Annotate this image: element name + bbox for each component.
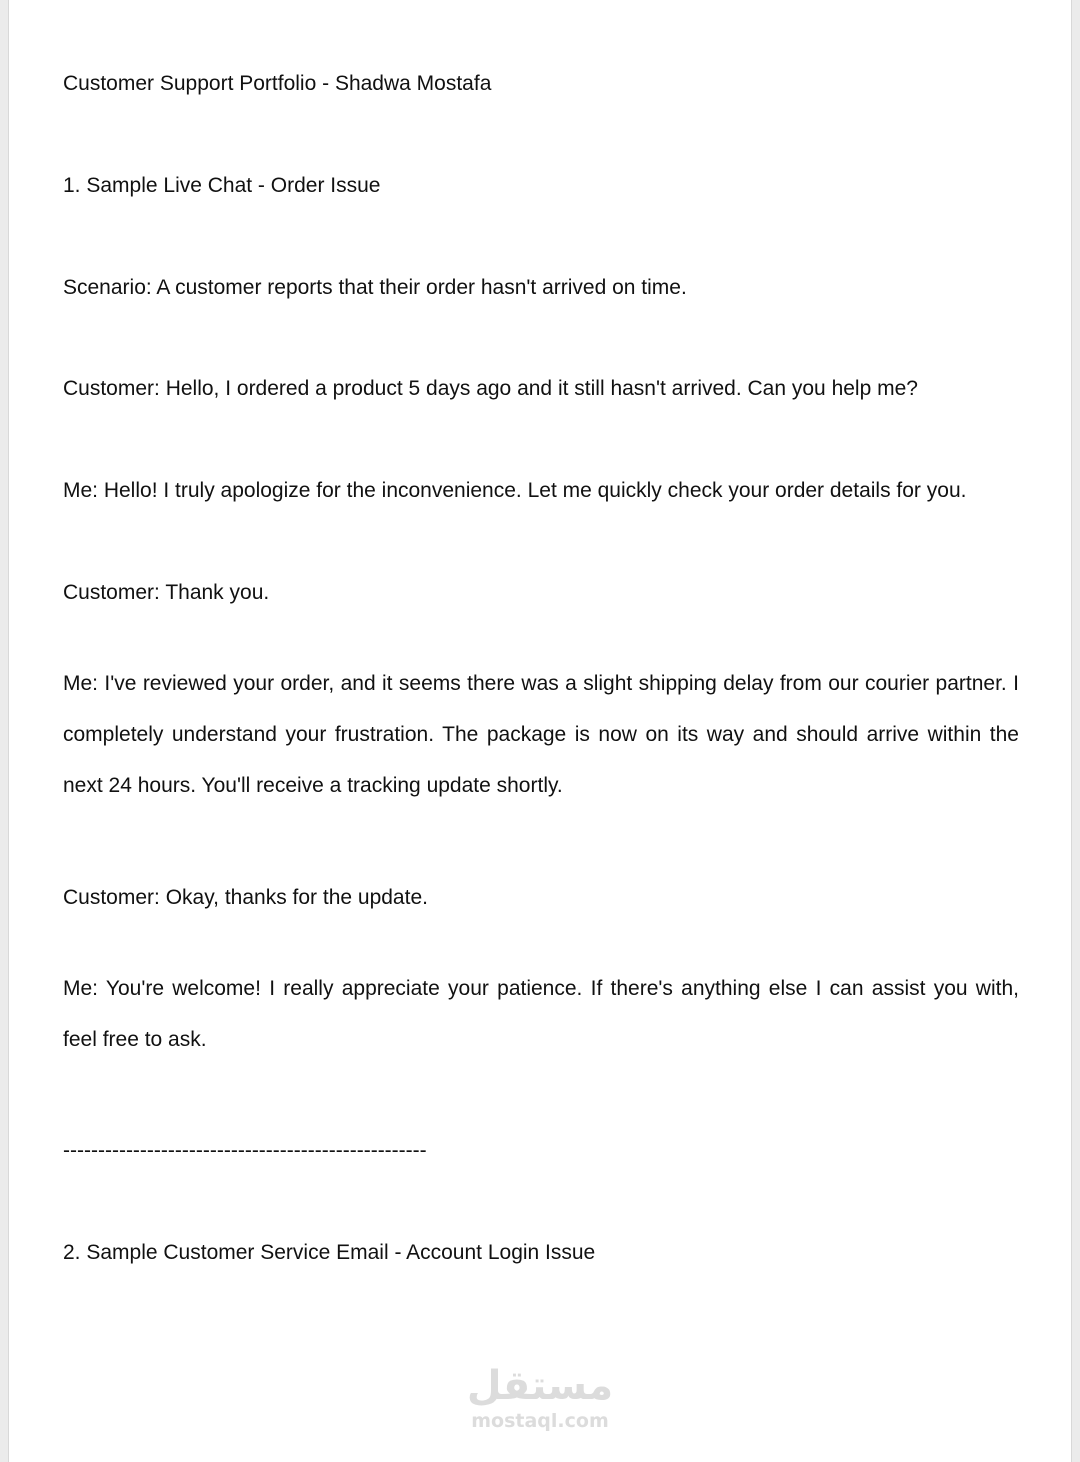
chat-message-customer: Customer: Thank you. xyxy=(63,581,270,604)
scenario-text: Scenario: A customer reports that their order hasn't arrived on time. xyxy=(63,276,687,299)
mostaql-watermark xyxy=(440,1363,640,1432)
document-title: Customer Support Portfolio - Shadwa Mostafa xyxy=(63,72,492,95)
section-divider: ---------------------------------------------------- xyxy=(63,1139,427,1162)
section-heading-live-chat: 1. Sample Live Chat - Order Issue xyxy=(63,174,381,197)
section-heading-email: 2. Sample Customer Service Email - Account Login Issue xyxy=(63,1241,596,1264)
chat-message-agent: Me: You're welcome! I really appreciate your patience. If there's anything else I can assist you with, feel free to ask. xyxy=(63,977,1019,1051)
watermark-site: mostaql.com xyxy=(471,1410,609,1432)
document-page xyxy=(8,0,1072,1462)
chat-message-agent: Me: I've reviewed your order, and it seems there was a slight shipping delay from our courier partner. I completely understand your frustration. The package is now on its way and should arrive within the next 24 hours. You'll receive a tracking update shortly. xyxy=(63,672,1019,797)
chat-message-customer: Customer: Hello, I ordered a product 5 days ago and it still hasn't arrived. Can you help me? xyxy=(63,377,918,400)
chat-message-customer: Customer: Okay, thanks for the update. xyxy=(63,886,428,909)
watermark-logo: مستقل xyxy=(466,1363,614,1409)
chat-message-agent: Me: Hello! I truly apologize for the inconvenience. Let me quickly check your order details for you. xyxy=(63,479,967,502)
